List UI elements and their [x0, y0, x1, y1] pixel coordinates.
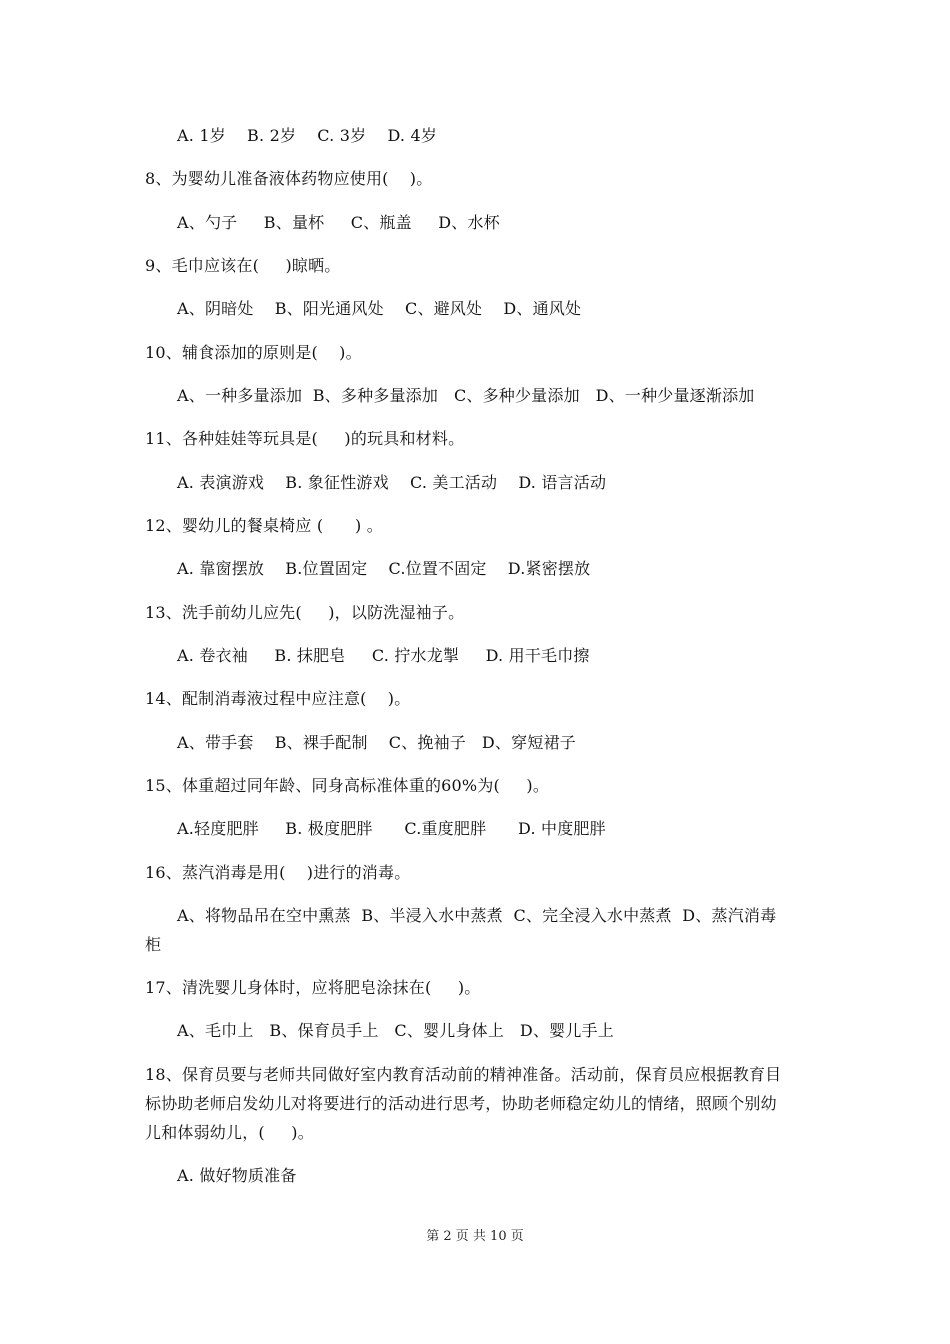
q11-options: A. 表演游戏 B. 象征性游戏 C. 美工活动 D. 语言活动	[177, 473, 607, 492]
page-footer: 第 2 页 共 10 页	[426, 1229, 524, 1244]
q18-text-line1: 18、保育员要与老师共同做好室内教育活动前的精神准备。活动前，保育员应根据教育目	[145, 1065, 782, 1084]
q16-text: 16、蒸汽消毒是用( )进行的消毒。	[145, 863, 411, 882]
q10-options: A、一种多量添加 B、多种多量添加 C、多种少量添加 D、一种少量逐渐添加	[177, 386, 755, 405]
q15-text: 15、体重超过同年龄、同身高标准体重的60%为( )。	[145, 776, 550, 795]
q10-text: 10、辅食添加的原则是( )。	[145, 343, 362, 362]
q18-option-a: A. 做好物质准备	[177, 1166, 297, 1185]
q18-text-line3: 儿和体弱幼儿，( )。	[145, 1123, 314, 1142]
q7-options: A. 1岁 B. 2岁 C. 3岁 D. 4岁	[177, 126, 438, 145]
q17-options: A、毛巾上 B、保育员手上 C、婴儿身体上 D、婴儿手上	[177, 1021, 614, 1040]
q9-options: A、阴暗处 B、阳光通风处 C、避风处 D、通风处	[177, 299, 582, 318]
q8-text: 8、为婴幼儿准备液体药物应使用( )。	[145, 169, 433, 188]
q9-text: 9、毛巾应该在( )晾晒。	[145, 256, 341, 275]
q13-text: 13、洗手前幼儿应先( )，以防洗湿袖子。	[145, 603, 465, 622]
q13-options: A. 卷衣袖 B. 抹肥皂 C. 拧水龙掣 D. 用干毛巾擦	[177, 646, 590, 665]
q17-text: 17、清洗婴儿身体时，应将肥皂涂抹在( )。	[145, 978, 481, 997]
q12-options: A. 靠窗摆放 B.位置固定 C.位置不固定 D.紧密摆放	[177, 559, 591, 578]
q11-text: 11、各种娃娃等玩具是( )的玩具和材料。	[145, 429, 465, 448]
q15-options: A.轻度肥胖 B. 极度肥胖 C.重度肥胖 D. 中度肥胖	[177, 819, 606, 838]
q14-text: 14、配制消毒液过程中应注意( )。	[145, 689, 411, 708]
q8-options: A、勺子 B、量杯 C、瓶盖 D、水杯	[177, 213, 500, 232]
q16-options-wrap: 柜	[145, 935, 162, 954]
q18-text-line2: 标协助老师启发幼儿对将要进行的活动进行思考，协助老师稳定幼儿的情绪，照顾个别幼	[145, 1094, 777, 1113]
q16-options: A、将物品吊在空中熏蒸 B、半浸入水中蒸煮 C、完全浸入水中蒸煮 D、蒸汽消毒	[177, 906, 777, 925]
q12-text: 12、婴幼儿的餐桌椅应 ( ) 。	[145, 516, 383, 535]
q14-options: A、带手套 B、裸手配制 C、挽袖子 D、穿短裙子	[177, 733, 576, 752]
